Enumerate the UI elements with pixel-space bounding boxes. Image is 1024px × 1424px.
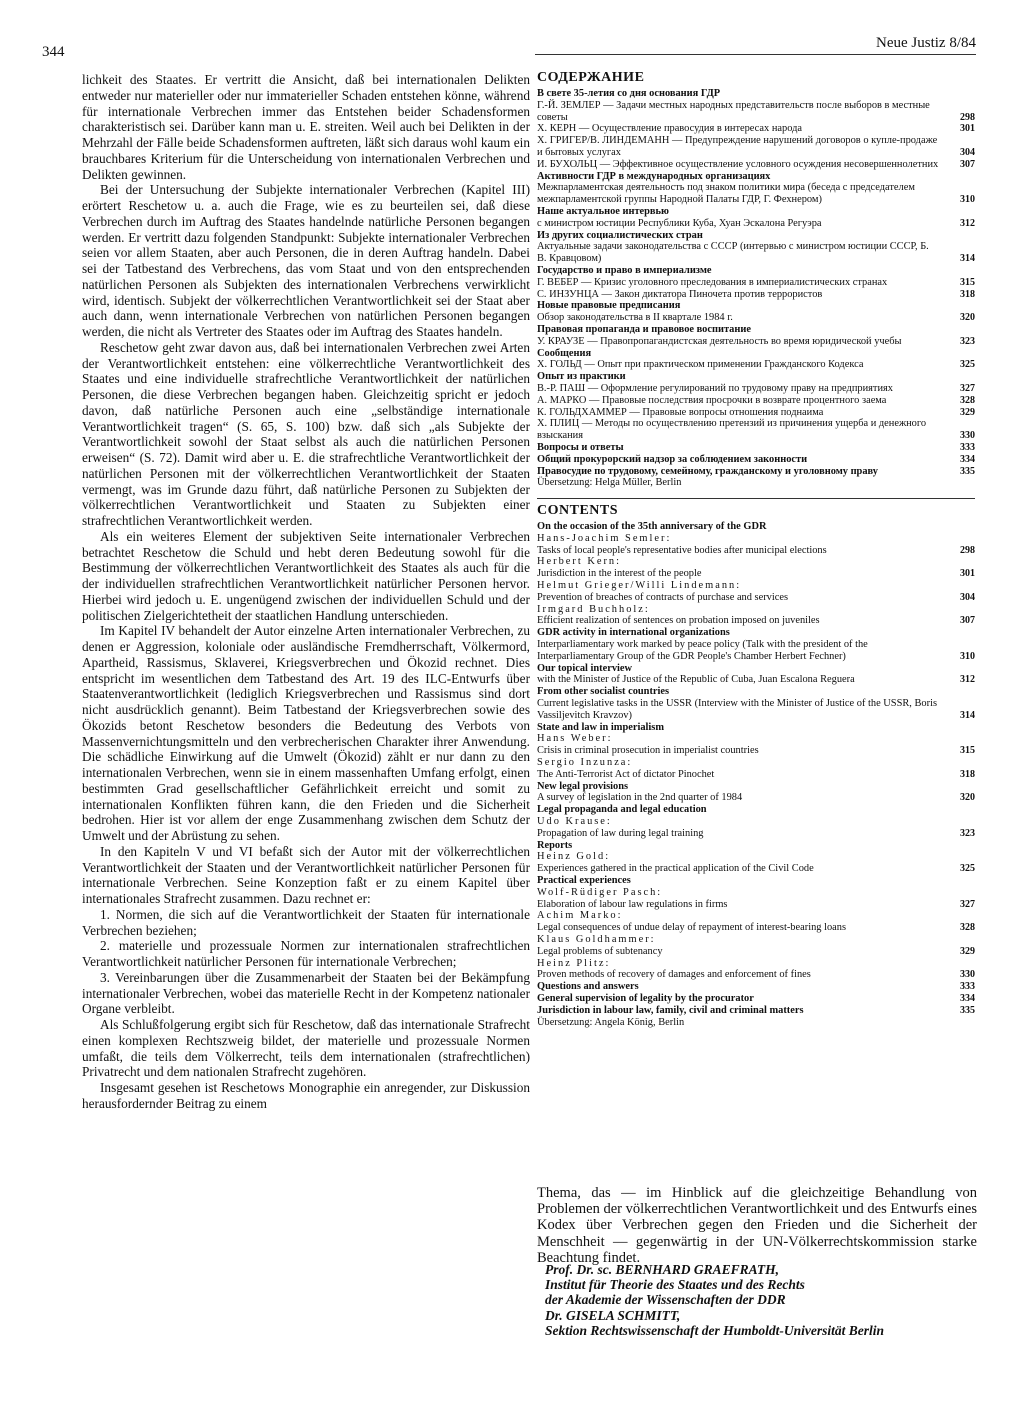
toc-entry: [537, 218, 975, 230]
toc-entry: [537, 545, 975, 557]
toc-entry-title: Irmgard Buchholz:: [537, 603, 650, 615]
toc-page-number: 301: [960, 123, 975, 135]
toc-entry: [537, 418, 975, 442]
toc-entry-title: Hans-Joachim Semler:: [537, 532, 672, 544]
toc-entry-title: Prevention of breaches of contracts of purchase and services: [537, 591, 789, 603]
paragraph: In den Kapiteln V und VI befaßt sich der Autor mit der völkerrechtlichen Verantwortlichkeit der Staaten und der Verantwortlichkeit natürlicher Personen für internationale Verbrechen. Seine Konzeption faßt er zu einem Kapitel über internationales Strafrecht zusammen. Dazu rechnet er:: [82, 843, 530, 906]
toc-entry-title: Активности ГДР в международных организациях: [537, 170, 771, 182]
toc-entry-title: Г. ВЕБЕР — Кризис уголовного преследования в империалистических странах: [537, 276, 888, 288]
toc-page-number: 333: [960, 981, 975, 993]
toc-page-number: 314: [960, 709, 975, 721]
toc-entry-title: On the occasion of the 35th anniversary of the GDR: [537, 521, 767, 533]
toc-entry-title: Wolf-Rüdiger Pasch:: [537, 886, 663, 898]
author-line: Dr. GISELA SCHMITT,: [545, 1307, 681, 1323]
toc-entry-title: Из других социалистических стран: [537, 229, 703, 241]
toc-entry-title: с министром юстиции Республики Куба, Хуан Эскалона Регуэра: [537, 217, 822, 229]
toc-entry-title: Klaus Goldhammer:: [537, 933, 656, 945]
toc-entry: [537, 863, 975, 875]
toc-entry: [537, 159, 975, 171]
toc-entry-title: Legal problems of subtenancy: [537, 945, 663, 957]
author-line: Prof. Dr. sc. BERNHARD GRAEFRATH,: [545, 1262, 780, 1277]
toc-page-number: 334: [960, 453, 975, 465]
toc-entry: [537, 958, 975, 970]
toc-entry-title: Heinz Plitz:: [537, 957, 611, 969]
toc-entry: [537, 580, 975, 592]
toc-page-number: 329: [960, 406, 975, 418]
toc-page-number: 330: [960, 969, 975, 981]
author-line: Sektion Rechtswissenschaft der Humboldt-Universität Berlin: [545, 1322, 885, 1338]
toc-entry: [537, 182, 975, 206]
toc-section-heading: [537, 206, 975, 218]
toc-entry-title: А. МАРКО — Правовые последствия просрочки в возврате процентного заема: [537, 394, 887, 406]
toc-entry-title: Legal propaganda and legal education: [537, 804, 707, 816]
toc-entry: [537, 934, 975, 946]
toc-entry: [537, 383, 975, 395]
paragraph: Als ein weiteres Element der subjektiven Seite internationaler Verbrechen betrachtet Reschetow die Schuld und hebt deren Bedeutung sowohl für die Bestimmung der völkerrechtlichen Verantwortlichkeit des Staates als auch für die der individuellen strafrechtlichen Verantwortlichkeit natürlicher Personen hervor. Hierbei wird jedoch u. E. ungenügend zwischen der individuellen Schuld und der politischen Zielgerichtetheit der staatlichen Handlung unterschieden.: [82, 528, 530, 623]
toc-entry: [537, 757, 975, 769]
toc-page-number: 328: [960, 394, 975, 406]
toc-entry: [537, 100, 975, 124]
toc-page-number: 325: [960, 359, 975, 371]
toc-entry: [537, 769, 975, 781]
paragraph: Thema, das — im Hinblick auf die gleichzeitige Behandlung von Problemen der völkerrechtlichen Verantwortlichkeit und des Entwurfs eines Kodex über Verbrechen gegen den Frieden und die Sicherheit der Menschheit — gegenwärtig in der UN-Völkerrechtskommission starke Beachtung findet.: [537, 1185, 977, 1266]
paragraph: Im Kapitel IV behandelt der Autor einzelne Arten internationaler Verbrechen, zu denen er Aggression, koloniale oder ausländische Fremdherrschaft, Völkermord, Apartheid, Rassismus, Sklaverei, Kriegsverbrechen und Ökozid rechnet. Dies entspricht im wesentlichen dem Tatbestand des Art. 19 des ILC-Entwurfs über Staatenverantwortlichkeit (lediglich Kriegsverbrechen und Rassismus sind dort nicht ausdrücklich genannt). Beim Tatbestand der Kriegsverbrechen sowie des Ökozids betont Reschetow besonders die Bedeutung des Verbots von Massenvernichtungsmitteln und den verbrecherischen Charakter ihrer Anwendung. Die schädliche Einwirkung auf die Umwelt (Ökozid) zählt er nur dann zu den internationalen Verbrechen, wenn sie in einem massenhaften Umfang erfolgt, einen bestimmten Grad gesellschaftlicher Gefährlichkeit erreicht und somit zu internationalen Konflikten führen kann, die den Frieden und die Sicherheit bedrohen. Hier ist vor allem der enge Zusammenhang zwischen dem Schutz der Umwelt und der Abrüstung zu sehen.: [82, 623, 530, 843]
toc-entry: [537, 277, 975, 289]
toc-ru-translation: Übersetzung: Helga Müller, Berlin: [537, 477, 682, 489]
toc-entry-title: GDR activity in international organizations: [537, 627, 730, 639]
toc-entry: [537, 615, 975, 627]
toc-entry: [537, 887, 975, 899]
toc-entry-title: New legal provisions: [537, 780, 629, 792]
toc-entry-title: Сообщения: [537, 347, 592, 359]
toc-entry-title: Herbert Kern:: [537, 556, 621, 568]
toc-entry-title: Propagation of law during legal training: [537, 827, 704, 839]
toc-page-number: 307: [960, 615, 975, 627]
list-item: 3. Vereinbarungen über die Zusammenarbeit der Staaten bei der Bekämpfung internationaler Verbrechen, wobei das materielle Recht in der Kompetenz nationaler Organe verbleibt.: [82, 969, 530, 1017]
toc-page-number: 334: [960, 992, 975, 1004]
toc-entry-title: Helmut Grieger/Willi Lindemann:: [537, 580, 742, 592]
toc-entry-title: Reports: [537, 839, 573, 851]
toc-entry-title: Hans Weber:: [537, 733, 613, 745]
toc-entry: [537, 407, 975, 419]
journal-title: Neue Justiz 8/84: [876, 35, 976, 51]
toc-entry: [537, 568, 975, 580]
paragraph: Insgesamt gesehen ist Reschetows Monographie ein anregender, zur Diskussion herausfordernder Beitrag zu einem: [82, 1080, 530, 1111]
toc-section-heading: [537, 324, 975, 336]
toc-entry: [537, 698, 975, 722]
list-item: 2. materielle und prozessuale Normen zur internationalen strafrechtlichen Verantwortlichkeit natürlicher Personen für internationale Verbrechen;: [82, 938, 530, 969]
toc-section-heading: [537, 348, 975, 360]
toc-entry: [537, 899, 975, 911]
toc-page-number: 330: [960, 430, 975, 442]
toc-page-number: 327: [960, 898, 975, 910]
toc-en-translation: Übersetzung: Angela König, Berlin: [537, 1016, 685, 1028]
toc-page-number: 318: [960, 288, 975, 300]
toc-entry-title: Interparliamentary work marked by peace policy (Talk with the president of the Interparliamentary Group of the GDR People's Chamber Herbert Fechner): [537, 639, 868, 662]
toc-section-heading: [537, 993, 975, 1005]
toc-section-heading: [537, 1005, 975, 1017]
toc-entry-title: Experiences gathered in the practical application of the Civil Code: [537, 863, 814, 875]
toc-section-heading: [537, 454, 975, 466]
toc-section-heading: [537, 442, 975, 454]
toc-page-number: 298: [960, 544, 975, 556]
toc-page-number: 323: [960, 335, 975, 347]
closing-paragraph: [537, 1185, 977, 1266]
toc-entry-title: Jurisdiction in the interest of the people: [537, 568, 702, 580]
toc-page-number: 323: [960, 827, 975, 839]
toc-entry: [537, 733, 975, 745]
toc-section-heading: [537, 88, 975, 100]
toc-entry: [537, 289, 975, 301]
table-of-contents: [537, 70, 975, 1028]
paragraph: Als Schlußfolgerung ergibt sich für Reschetow, daß das internationale Strafrecht einen komplexen Rechtszweig bildet, der materielle und prozessuale Normen umfaßt, die teils dem Völkerrecht, teils dem internationalen (strafrechtlichen) Privatrecht und dem nationalen Strafrecht zugehören.: [82, 1017, 530, 1080]
toc-page-number: 315: [960, 276, 975, 288]
toc-page-number: 329: [960, 945, 975, 957]
toc-section-heading: [537, 627, 975, 639]
toc-entry-title: Обзор законодательства в II квартале 1984 г.: [537, 312, 733, 324]
toc-page-number: 320: [960, 792, 975, 804]
list-item: 1. Normen, die sich auf die Verantwortlichkeit der Staaten für internationale Verbrechen beziehen;: [82, 906, 530, 938]
toc-entry-title: General supervision of legality by the procurator: [537, 992, 754, 1004]
toc-page-number: 315: [960, 745, 975, 757]
toc-entry-title: Udo Krause:: [537, 816, 612, 828]
toc-page-number: 314: [960, 253, 975, 265]
toc-entry: [537, 592, 975, 604]
toc-entry: [537, 745, 975, 757]
toc-entry-title: Practical experiences: [537, 875, 631, 886]
toc-section-heading: [537, 371, 975, 383]
toc-entry: [537, 639, 975, 663]
toc-entry-title: From other socialist countries: [537, 686, 670, 698]
toc-section-heading: [537, 875, 975, 887]
toc-entry-title: К. ГОЛЬДХАММЕР — Правовые вопросы отношения поднаима: [537, 406, 824, 418]
toc-entry-title: У. КРАУЗЕ — Правопропагандистская деятельность во время юридической учебы: [537, 335, 902, 347]
toc-entry: [537, 556, 975, 568]
toc-entry: [537, 851, 975, 863]
toc-page-number: 304: [960, 146, 975, 158]
toc-entry-title: Опыт из практики: [537, 371, 626, 383]
toc-page-number: 307: [960, 158, 975, 170]
toc-entry-title: State and law in imperialism: [537, 721, 665, 733]
toc-entry: [537, 674, 975, 686]
toc-section-heading: [537, 466, 975, 478]
toc-page-number: 333: [960, 441, 975, 453]
toc-section-heading: [537, 300, 975, 312]
toc-page-number: 298: [960, 111, 975, 123]
article-left-column: [82, 72, 530, 1112]
toc-entry: [537, 336, 975, 348]
toc-entry-title: Наше актуальное интервью: [537, 205, 669, 217]
toc-section-heading: [537, 230, 975, 242]
toc-section-heading: [537, 171, 975, 183]
toc-entry-title: Г.-Й. ЗЕМЛЕР — Задачи местных народных представительств после выборов в местные советы: [537, 99, 930, 123]
toc-entry-title: Achim Marko:: [537, 910, 623, 922]
toc-entry: [537, 359, 975, 371]
toc-entry: [537, 135, 975, 159]
toc-entry-title: Tasks of local people's representative bodies after municipal elections: [537, 544, 827, 556]
toc-page-number: 325: [960, 863, 975, 875]
toc-page-number: 327: [960, 382, 975, 394]
toc-section-heading: [537, 663, 975, 675]
toc-entry: [537, 604, 975, 616]
toc-section-heading: [537, 265, 975, 277]
paragraph: Bei der Untersuchung der Subjekte internationaler Verbrechen (Kapitel III) erörtert Reschetow u. a. auch die Frage, wie es zu beurteilen sei, daß diese Verbrechen durch im Auftrag des Staates handelnde natürliche Personen begangen werden. Er vertritt dazu folgenden Standpunkt: Subjekte internationaler Verbrechen seien vor allem Staaten, aber auch Personen, die in deren Auftrag handeln. Dabei sei der Tatbestand des Verbrechens, das vom Staat und von den entsprechenden natürlichen Personen als Subjekten des internationalen Verbrechens verwirklicht wird, identisch. Subjekt der völkerrechtlichen Verantwortlichkeit sei der Staat aber auch dann, wenn internationale Verbrechen von natürlichen Personen begangen werden, die nicht als Vertreter des Staates oder im Auftrag des Staates handeln.: [82, 182, 530, 339]
toc-entry-title: Правосудие по трудовому, семейному, гражданскому и уголовному праву: [537, 465, 878, 477]
toc-entry-title: Новые правовые предписания: [537, 300, 681, 312]
paragraph: Reschetow geht zwar davon aus, daß bei internationalen Verbrechen zwei Arten der Verantwortlichkeit entstehen: eine völkerrechtliche Verantwortlichkeit des Staates und eine individuelle strafrechtliche Verantwortlichkeit der natürlichen Personen, die diese Verbrechen begangen haben. Gleichzeitig spricht er jedoch davon, daß natürliche Personen auch eine „selbständige internationale Verantwortlichkeit tragen“ (S. 65, S. 100) bzw. daß sich „als Subjekte der Verantwortlichkeit sowohl der Staat selbst als auch die natürlichen Personen erweisen“ (S. 72). Damit wird aber u. E. die strafrechtliche Verantwortlichkeit der natürlichen Personen mit der völkerrechtlichen Verantwortlichkeit der Staaten vermengt, was im Grunde dazu führt, daß natürliche Personen zu Subjekten der völkerrechtlichen Verantwortlichkeit und Staaten zu Subjekten einer strafrechtlichen Verantwortlichkeit werden.: [82, 339, 530, 528]
toc-entry: [537, 312, 975, 324]
toc-section-heading: [537, 521, 975, 533]
toc-section-heading: [537, 840, 975, 852]
toc-entry-title: В.-Р. ПАШ — Оформление регулирований по трудовому праву на предприятиях: [537, 382, 893, 394]
toc-entry-title: Правовая пропаганда и правовое воспитание: [537, 323, 751, 335]
toc-entry-title: Общий прокурорский надзор за соблюдением законности: [537, 453, 808, 465]
toc-section-heading: [537, 804, 975, 816]
toc-section-heading: [537, 722, 975, 734]
toc-entry-title: Our topical interview: [537, 662, 633, 674]
toc-entry: [537, 946, 975, 958]
author-line: Institut für Theorie des Staates und des Rechts: [545, 1277, 805, 1293]
toc-section-heading: [537, 781, 975, 793]
toc-page-number: 335: [960, 465, 975, 477]
toc-page-number: 310: [960, 194, 975, 206]
toc-divider: [537, 498, 975, 499]
toc-page-number: 318: [960, 768, 975, 780]
toc-entry-title: С. ИНЗУНЦА — Закон диктатора Пиночета против террористов: [537, 288, 823, 300]
toc-section-heading: [537, 981, 975, 993]
author-line: der Akademie der Wissenschaften der DDR: [545, 1292, 786, 1308]
toc-entry: [537, 828, 975, 840]
toc-entry-title: И. БУХОЛЬЦ — Эффективное осуществление условного осуждения несовершеннолетних: [537, 158, 939, 170]
toc-entry-title: with the Minister of Justice of the Republic of Cuba, Juan Escalona Reguera: [537, 674, 855, 686]
toc-entry-title: Jurisdiction in labour law, family, civil and criminal matters: [537, 1004, 804, 1016]
toc-entry: [537, 969, 975, 981]
toc-entry: [537, 123, 975, 135]
toc-entry-title: Х. ГОЛЬД — Опыт при практическом применении Гражданского Кодекса: [537, 359, 864, 371]
toc-page-number: 320: [960, 312, 975, 324]
toc-page-number: 335: [960, 1004, 975, 1016]
toc-entry: [537, 922, 975, 934]
toc-entry-title: Sergio Inzunza:: [537, 757, 633, 769]
paragraph: lichkeit des Staates. Er vertritt die Ansicht, daß bei internationalen Delikten entweder nur materieller oder nur immaterieller Schaden entstehen könne, während für internationale Verbrechen immer das Entstehen beider Schadensformen charakteristisch sei. Darüber kann man u. E. streiten. Weil auch bei Delikten in der Mehrzahl der Fälle beide Schadensformen auftreten, läßt sich daraus wohl kaum ein brauchbares Kriterium für die Unterscheidung von internationalen Verbrechen und Delikten gewinnen.: [82, 72, 530, 182]
toc-entry-title: Х. ГРИГЕР/В. ЛИНДЕМАНН — Предупреждение нарушений договоров о купле-продаже и бытовых услугах: [537, 135, 938, 158]
toc-entry-title: Межпарламентская деятельность под знаком политики мира (беседа с председателем межпарламентской группы Народной Палаты ГДР, Г. Фехнером): [537, 182, 915, 206]
toc-entry-title: Proven methods of recovery of damages and enforcement of fines: [537, 969, 811, 981]
toc-entry: [537, 910, 975, 922]
toc-entry: [537, 533, 975, 545]
toc-page-number: 310: [960, 650, 975, 662]
toc-entry-title: Х. КЕРН — Осуществление правосудия в интересах народа: [537, 123, 802, 135]
toc-ru-list: [537, 88, 975, 477]
toc-page-number: 312: [960, 674, 975, 686]
toc-entry: [537, 395, 975, 407]
toc-entry-title: Elaboration of labour law regulations in firms: [537, 898, 728, 910]
toc-entry-title: Вопросы и ответы: [537, 441, 624, 453]
toc-entry: [537, 792, 975, 804]
toc-entry-title: В свете 35-летия со дня основания ГДР: [537, 88, 721, 99]
toc-en-heading: CONTENTS: [537, 503, 619, 519]
toc-entry-title: Актуальные задачи законодательства с СССР (интервью с министром юстиции СССР, Б. В. Кравцовом): [537, 241, 929, 265]
toc-entry-title: Questions and answers: [537, 981, 639, 993]
toc-entry-title: Efficient realization of sentences on probation imposed on juveniles: [537, 615, 820, 627]
toc-page-number: 301: [960, 568, 975, 580]
toc-entry-title: Crisis in criminal prosecution in imperialist countries: [537, 745, 759, 757]
toc-entry-title: Heinz Gold:: [537, 851, 611, 863]
toc-entry-title: Legal consequences of undue delay of repayment of interest-bearing loans: [537, 922, 846, 934]
toc-en-list: [537, 521, 975, 1016]
toc-entry-title: The Anti-Terrorist Act of dictator Pinochet: [537, 768, 715, 780]
header-rule: [535, 54, 976, 55]
toc-entry-title: A survey of legislation in the 2nd quarter of 1984: [537, 792, 743, 804]
toc-page-number: 312: [960, 217, 975, 229]
page-number: 344: [42, 44, 65, 60]
toc-section-heading: [537, 686, 975, 698]
toc-entry-title: Х. ПЛИЦ — Методы по осуществлению претензий из причинения ущерба и денежного взыскания: [537, 418, 927, 442]
toc-page-number: 304: [960, 591, 975, 603]
toc-ru-heading: СОДЕРЖАНИЕ: [537, 70, 645, 85]
toc-entry: [537, 816, 975, 828]
toc-page-number: 328: [960, 922, 975, 934]
author-signature: [545, 1262, 985, 1338]
toc-entry-title: Государство и право в империализме: [537, 264, 712, 276]
toc-entry-title: Current legislative tasks in the USSR (Interview with the Minister of Justice of the USSR, Boris Vassiljevitch Kravzov): [537, 698, 937, 721]
toc-entry: [537, 241, 975, 265]
